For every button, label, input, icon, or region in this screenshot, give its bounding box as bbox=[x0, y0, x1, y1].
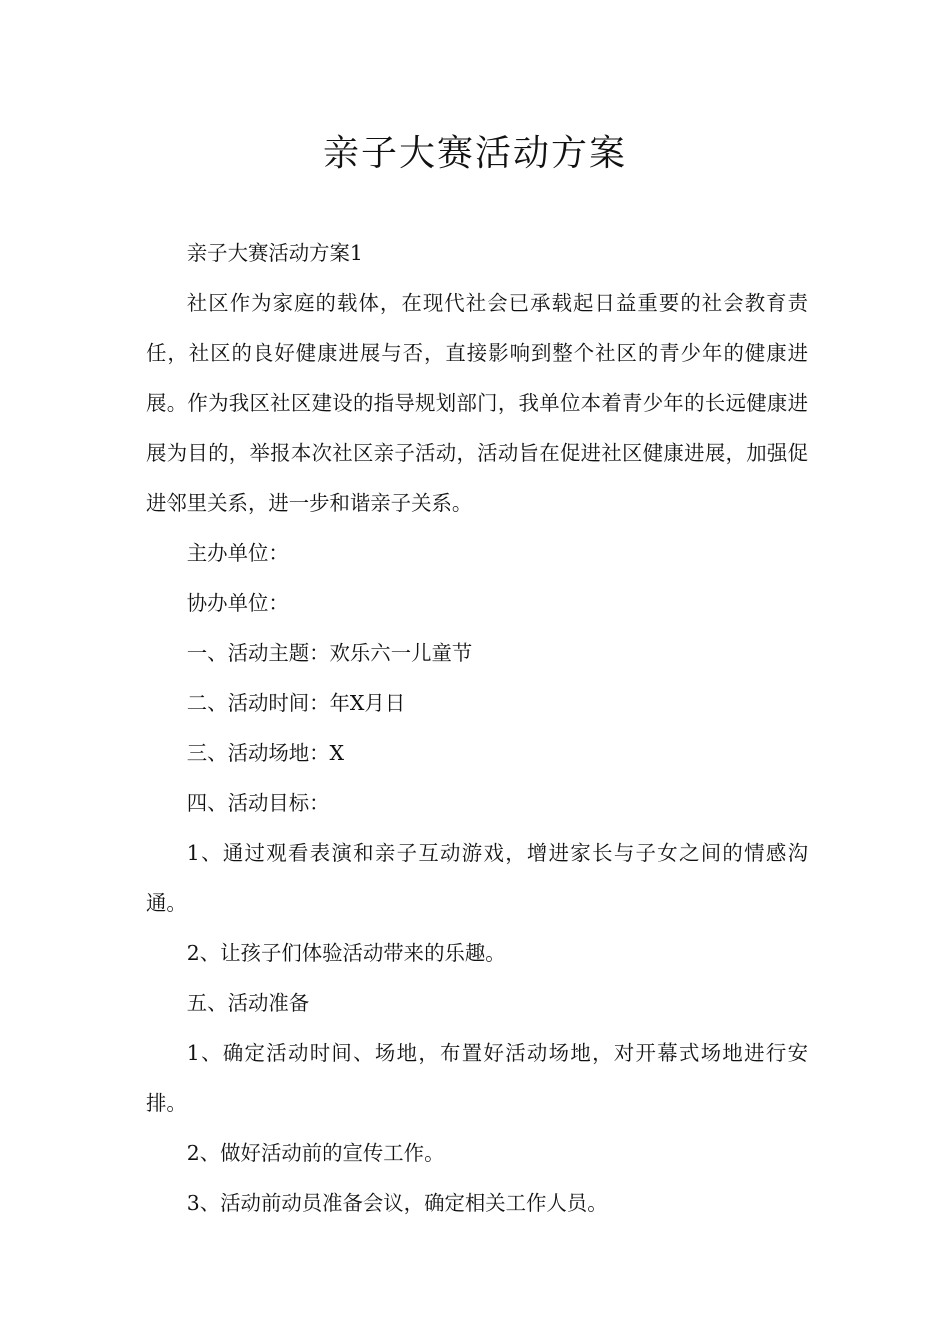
preparation-heading: 五、活动准备 bbox=[186, 991, 310, 1015]
preparation-item: 2、做好活动前的宣传工作。 bbox=[186, 1141, 445, 1165]
intro-paragraph: 社区作为家庭的载体，在现代社会已承载起日益重要的社会教育责任，社区的良好健康进展与否，直接影响到整个社区的青少年的健康进展。作为我区社区建设的指导规划部门，我单位本着青少年的长远健康进展为目的，举报本次社区亲子活动，活动旨在促进社区健康进展，加强促进邻里关系，进一步和谐亲子关系。 bbox=[146, 291, 808, 515]
goal-item: 1、通过观看表演和亲子互动游戏，增进家长与子女之间的情感沟通。 bbox=[146, 841, 808, 915]
goal-item: 2、让孩子们体验活动带来的乐趣。 bbox=[186, 941, 506, 965]
activity-time: 二、活动时间：年X月日 bbox=[186, 691, 406, 715]
document-body bbox=[146, 228, 808, 1228]
activity-theme: 一、活动主题：欢乐六一儿童节 bbox=[186, 641, 473, 665]
document-title: 亲子大赛活动方案 bbox=[322, 133, 627, 174]
organizer-line: 主办单位： bbox=[186, 541, 289, 565]
activity-goals-heading: 四、活动目标： bbox=[186, 791, 330, 815]
activity-venue: 三、活动场地：X bbox=[186, 741, 345, 765]
preparation-item: 1、确定活动时间、场地，布置好活动场地，对开幕式场地进行安排。 bbox=[146, 1041, 808, 1115]
section-heading: 亲子大赛活动方案1 bbox=[186, 241, 363, 265]
preparation-item: 3、活动前动员准备会议，确定相关工作人员。 bbox=[186, 1191, 608, 1215]
co-organizer-line: 协办单位： bbox=[186, 591, 289, 615]
